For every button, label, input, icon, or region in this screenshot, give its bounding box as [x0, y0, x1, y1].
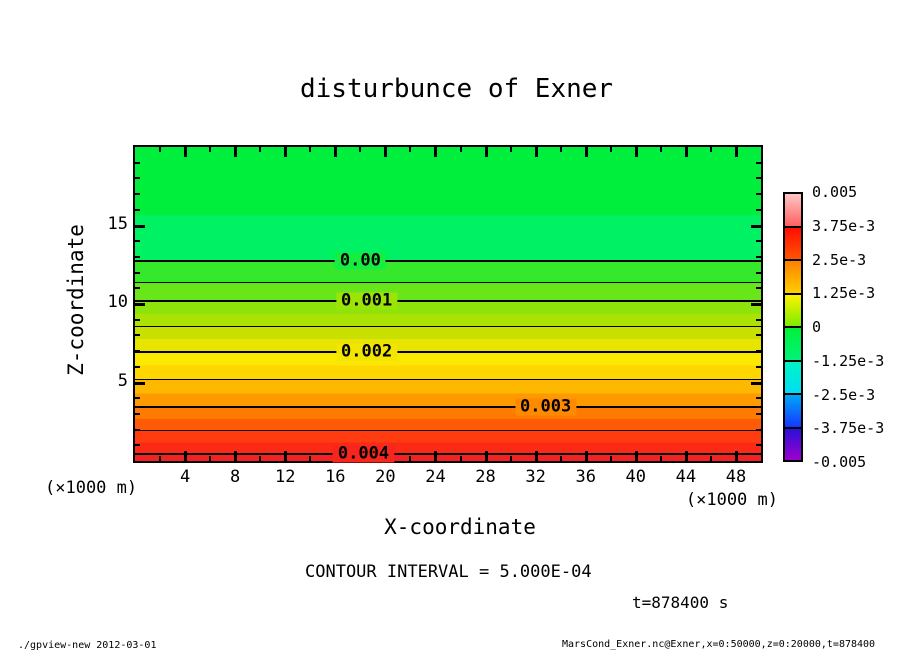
x-tick: [234, 147, 237, 157]
contour-label: 0.004: [333, 446, 394, 463]
x-tick: [485, 147, 488, 157]
x-tick: [384, 147, 387, 157]
y-tick: [756, 256, 761, 258]
colorbar-segment: [785, 427, 801, 461]
y-tick: [135, 382, 145, 385]
x-tick: [510, 456, 512, 461]
contour-interval-note: CONTOUR INTERVAL = 5.000E-04: [305, 562, 592, 582]
x-tick-label: 32: [525, 467, 546, 487]
x-tick: [535, 147, 538, 157]
colorbar-label: 0.005: [812, 183, 858, 201]
y-tick: [756, 272, 761, 274]
x-tick: [259, 456, 261, 461]
colorbar-label: 2.5e-3: [812, 250, 867, 269]
page-title: disturbunce of Exner: [300, 74, 614, 104]
x-tick: [460, 147, 462, 152]
colorbar-label: -0.005: [812, 453, 867, 471]
y-tick: [135, 444, 140, 446]
y-tick: [756, 287, 761, 289]
y-tick: [135, 397, 140, 399]
x-tick: [710, 456, 712, 461]
x-tick-label: 4: [179, 467, 191, 487]
footer-data-source: MarsCond_Exner.nc@Exner,x=0:50000,z=0:20000,t=878400: [562, 639, 876, 650]
x-tick-label: 48: [725, 467, 747, 487]
x-tick: [159, 147, 161, 152]
contour-line: [135, 326, 761, 327]
x-tick: [209, 456, 211, 461]
x-tick: [409, 147, 411, 152]
x-tick-label: 20: [375, 467, 396, 487]
x-tick: [585, 147, 588, 157]
y-tick: [756, 397, 761, 399]
colorbar-label: -1.25e-3: [812, 351, 885, 370]
contour-line: [135, 351, 761, 353]
y-tick: [135, 177, 140, 179]
footer-program-version: ./gpview-new 2012-03-01: [18, 640, 157, 651]
x-tick-labels: [135, 467, 761, 487]
y-tick: [756, 209, 761, 211]
x-tick: [635, 147, 638, 157]
contour-label: 0.001: [336, 293, 397, 310]
x-tick-label: 40: [625, 467, 647, 487]
contour-field: [135, 147, 761, 464]
x-tick: [660, 147, 662, 152]
y-tick: [135, 413, 140, 415]
x-tick: [434, 147, 437, 157]
y-tick: [751, 225, 761, 228]
colorbar-segment: [785, 326, 801, 360]
y-tick: [756, 162, 761, 164]
x-tick: [359, 147, 361, 152]
colorbar-segment: [785, 360, 801, 394]
x-tick: [610, 147, 612, 152]
y-tick: [135, 334, 140, 336]
contour-line: [135, 430, 761, 431]
y-tick: [135, 287, 140, 289]
contour-label: 0.003: [515, 399, 576, 416]
colorbar-segment: [785, 194, 801, 226]
y-axis-title: Z-coordinate: [64, 224, 88, 376]
contour-label: 0.002: [336, 343, 397, 360]
y-tick: [135, 256, 140, 258]
x-tick-label: 8: [230, 467, 241, 487]
colorbar-label: -2.5e-3: [812, 385, 876, 404]
contour-line: [135, 406, 761, 408]
x-tick: [309, 147, 311, 152]
y-tick-label: 15: [107, 213, 128, 234]
y-axis-unit: (×1000 m): [45, 478, 138, 498]
y-tick: [751, 303, 761, 306]
contour-line: [135, 379, 761, 380]
x-tick: [284, 147, 287, 157]
colorbar: [783, 192, 803, 462]
x-tick-label: 16: [325, 467, 346, 487]
colorbar-label: 3.75e-3: [812, 216, 876, 235]
y-tick: [135, 225, 145, 228]
x-tick: [159, 456, 161, 461]
y-tick: [756, 240, 761, 242]
x-tick: [685, 147, 688, 157]
x-tick: [334, 147, 337, 157]
y-tick-label: 5: [117, 370, 128, 391]
colorbar-label: 0: [812, 318, 822, 336]
x-tick: [560, 456, 562, 461]
colorbar-segment: [785, 226, 801, 260]
time-note: t=878400 s: [632, 593, 729, 612]
x-tick: [660, 456, 662, 461]
x-tick-label: 28: [475, 467, 496, 487]
x-tick: [309, 456, 311, 461]
y-tick: [756, 444, 761, 446]
colorbar-labels: [812, 183, 904, 471]
y-tick-label: 10: [107, 292, 128, 312]
y-tick: [756, 413, 761, 415]
y-tick: [756, 334, 761, 336]
contour-line: [135, 453, 761, 455]
y-tick: [756, 366, 761, 368]
x-axis-title: X-coordinate: [384, 515, 536, 539]
colorbar-segment: [785, 393, 801, 427]
x-tick-label: 24: [425, 467, 446, 487]
contour-line: [135, 300, 761, 302]
y-tick: [135, 209, 140, 211]
x-tick: [510, 147, 512, 152]
y-tick: [756, 193, 761, 195]
colorbar-label: -3.75e-3: [812, 419, 885, 438]
x-tick: [560, 147, 562, 152]
x-tick: [460, 456, 462, 461]
colorbar-label: 1.25e-3: [812, 284, 876, 303]
y-tick: [135, 193, 140, 195]
x-tick-label: 12: [274, 467, 296, 487]
y-tick-labels: [88, 145, 128, 459]
y-tick: [135, 366, 140, 368]
y-tick: [135, 303, 145, 306]
x-tick: [259, 147, 261, 152]
x-tick: [735, 147, 738, 157]
y-tick: [135, 272, 140, 274]
x-axis-unit: (×1000 m): [685, 490, 778, 510]
x-tick-label: 36: [575, 467, 596, 487]
x-tick: [409, 456, 411, 461]
y-tick: [756, 177, 761, 179]
contour-label: 0.00: [335, 253, 386, 270]
y-tick: [756, 319, 761, 321]
x-tick-label: 44: [675, 467, 697, 487]
x-tick: [610, 456, 612, 461]
y-tick: [135, 162, 140, 164]
x-tick: [184, 147, 187, 157]
x-tick: [209, 147, 211, 152]
plot-area: [133, 145, 763, 463]
y-tick: [751, 382, 761, 385]
y-tick: [135, 319, 140, 321]
colorbar-segment: [785, 293, 801, 327]
contour-line: [135, 282, 761, 283]
contour-line: [135, 260, 761, 262]
colorbar-segment: [785, 259, 801, 293]
x-tick: [710, 147, 712, 152]
y-tick: [135, 240, 140, 242]
